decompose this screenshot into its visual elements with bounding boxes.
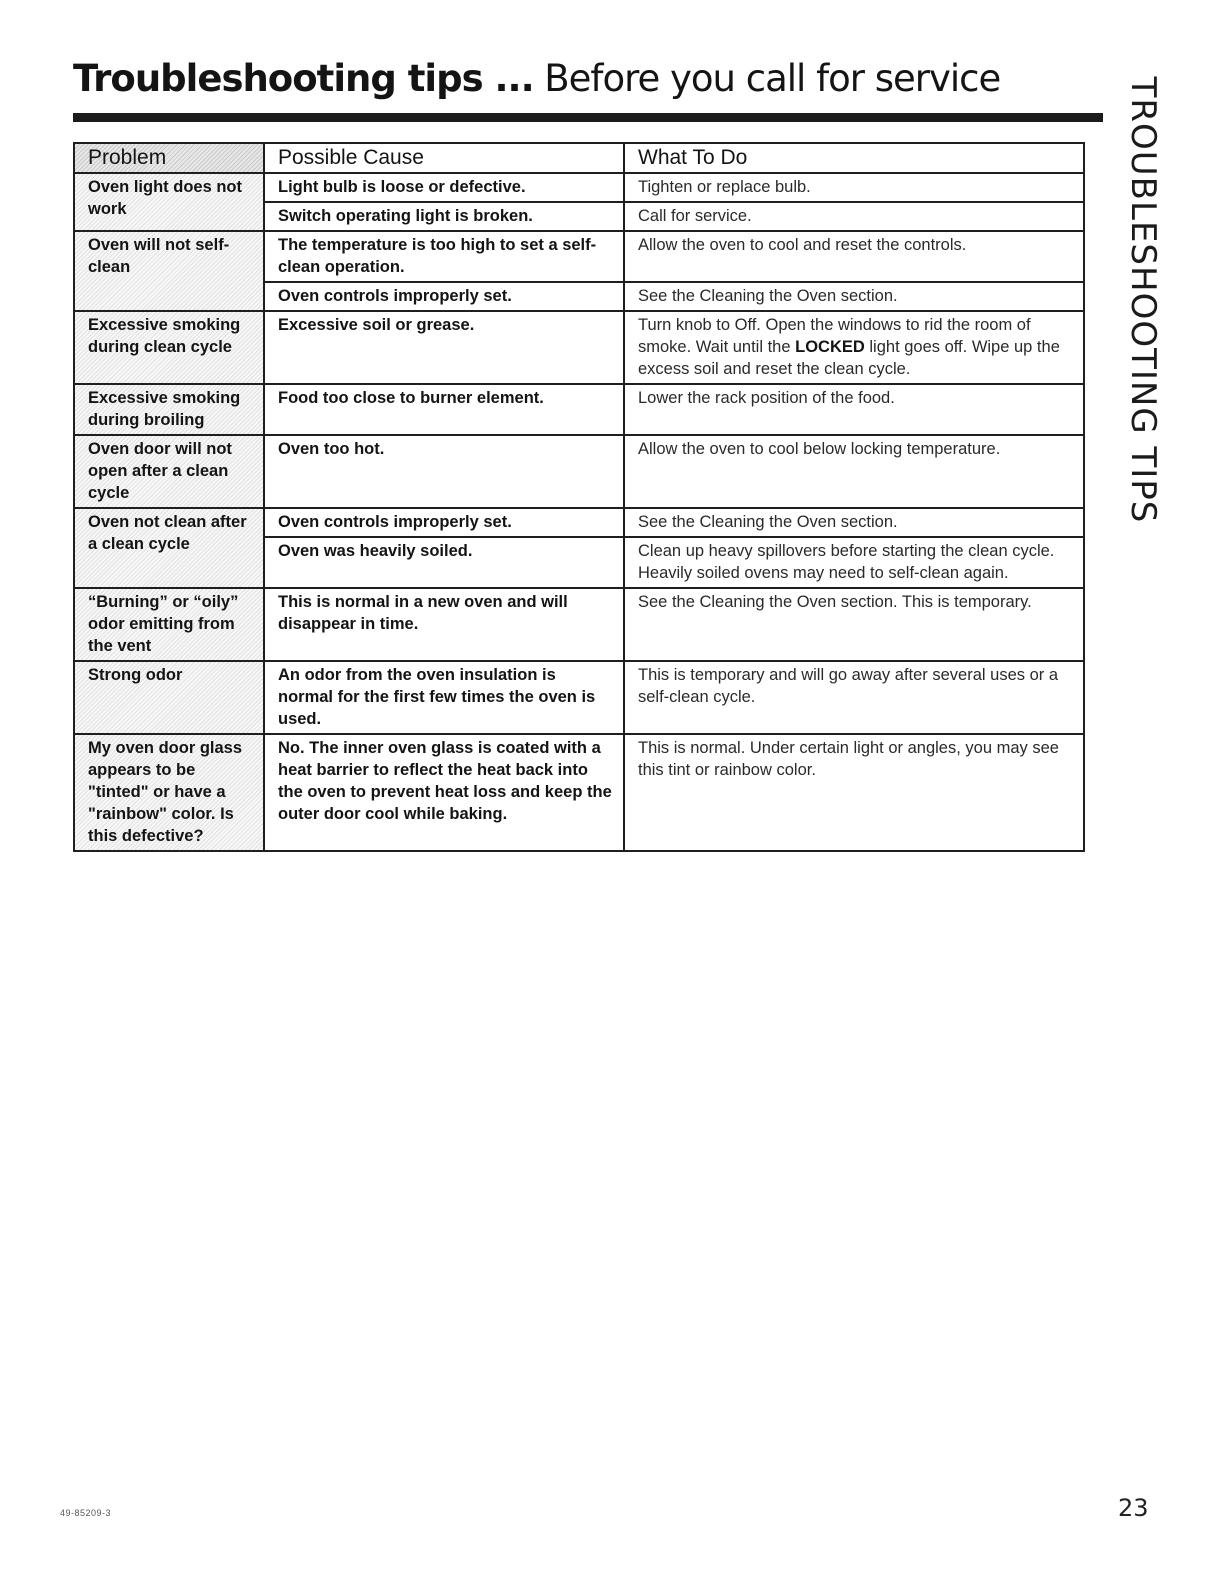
cause-cell: An odor from the oven insulation is normal for the first few times the oven is used. (264, 661, 624, 734)
todo-cell: Allow the oven to cool and reset the controls. (624, 231, 1084, 282)
page-title-light: Before you call for service (544, 57, 1001, 100)
problem-cell: “Burning” or “oily” odor emitting from the vent (74, 588, 264, 661)
table-row (74, 173, 1084, 202)
table-row (74, 311, 1084, 384)
todo-cell: Allow the oven to cool below locking temperature. (624, 435, 1084, 508)
cause-cell: The temperature is too high to set a self-clean operation. (264, 231, 624, 282)
problem-cell: Oven door will not open after a clean cycle (74, 435, 264, 508)
page-number: 23 (1118, 1494, 1149, 1522)
cause-cell: Oven too hot. (264, 435, 624, 508)
todo-cell: See the Cleaning the Oven section. (624, 508, 1084, 537)
todo-cell: This is temporary and will go away after several uses or a self-clean cycle. (624, 661, 1084, 734)
cause-cell: Oven controls improperly set. (264, 508, 624, 537)
cause-cell: Food too close to burner element. (264, 384, 624, 435)
todo-cell: See the Cleaning the Oven section. (624, 282, 1084, 311)
title-rule (73, 113, 1103, 122)
table-row (74, 231, 1084, 282)
cause-cell: Excessive soil or grease. (264, 311, 624, 384)
cause-cell: Light bulb is loose or defective. (264, 173, 624, 202)
cause-cell: Switch operating light is broken. (264, 202, 624, 231)
todo-cell: See the Cleaning the Oven section. This is temporary. (624, 588, 1084, 661)
side-section-tab-label: TROUBLESHOOTING TIPS (1123, 76, 1163, 524)
table-row (74, 661, 1084, 734)
todo-text: light goes off. Wipe up the excess soil and reset the clean cycle. (638, 338, 1060, 378)
problem-cell: Oven light does not work (74, 173, 264, 231)
column-header-todo: What To Do (624, 143, 1084, 173)
table-row (74, 508, 1084, 537)
page-title-bold: Troubleshooting tips ... (73, 57, 534, 100)
table-row (74, 734, 1084, 851)
todo-cell (624, 311, 1084, 384)
problem-cell: Oven not clean after a clean cycle (74, 508, 264, 588)
cause-cell: Oven was heavily soiled. (264, 537, 624, 588)
cause-cell: No. The inner oven glass is coated with a heat barrier to reflect the heat back into the oven to prevent heat loss and keep the outer door cool while baking. (264, 734, 624, 851)
column-header-cause: Possible Cause (264, 143, 624, 173)
column-header-problem: Problem (74, 143, 264, 173)
locked-label: LOCKED (795, 338, 865, 356)
troubleshooting-table (73, 142, 1085, 852)
todo-cell: Tighten or replace bulb. (624, 173, 1084, 202)
page-title (73, 58, 1000, 98)
todo-cell: Call for service. (624, 202, 1084, 231)
side-section-tab (1108, 70, 1178, 530)
problem-cell: Strong odor (74, 661, 264, 734)
cause-cell: This is normal in a new oven and will disappear in time. (264, 588, 624, 661)
todo-cell: This is normal. Under certain light or angles, you may see this tint or rainbow color. (624, 734, 1084, 851)
document-number: 49-85209-3 (60, 1508, 112, 1518)
todo-text: Turn knob to Off. Open the windows to rid the room of smoke. Wait until the (638, 316, 1031, 356)
problem-cell: Excessive smoking during broiling (74, 384, 264, 435)
problem-cell: My oven door glass appears to be "tinted" or have a "rainbow" color. Is this defective? (74, 734, 264, 851)
table-row (74, 384, 1084, 435)
cause-cell: Oven controls improperly set. (264, 282, 624, 311)
problem-cell: Excessive smoking during clean cycle (74, 311, 264, 384)
todo-cell: Clean up heavy spillovers before starting the clean cycle. Heavily soiled ovens may need to self-clean again. (624, 537, 1084, 588)
todo-cell: Lower the rack position of the food. (624, 384, 1084, 435)
table-row (74, 435, 1084, 508)
table-header-row (74, 143, 1084, 173)
table-row (74, 588, 1084, 661)
problem-cell: Oven will not self-clean (74, 231, 264, 311)
